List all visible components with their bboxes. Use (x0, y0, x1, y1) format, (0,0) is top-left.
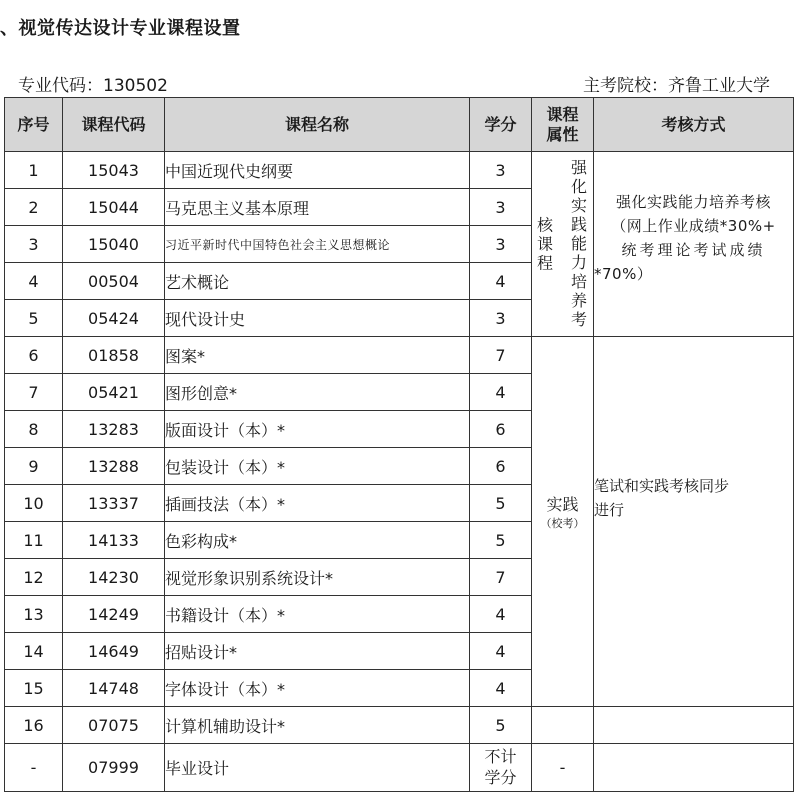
cell-exam-empty (594, 744, 794, 792)
cell-code: 15044 (63, 189, 165, 226)
cell-seq: 2 (5, 189, 63, 226)
cell-name: 现代设计史 (165, 300, 470, 337)
cell-seq: 1 (5, 152, 63, 189)
cell-seq: 7 (5, 374, 63, 411)
cell-name: 视觉形象识别系统设计* (165, 559, 470, 596)
cell-name: 图案* (165, 337, 470, 374)
cell-code: 13337 (63, 485, 165, 522)
header-attr (532, 98, 594, 152)
course-table (4, 97, 794, 792)
exam-core-line2: （网上作业成绩*30%+ (611, 217, 776, 235)
cell-code: 13288 (63, 448, 165, 485)
cell-exam-practice (594, 337, 794, 707)
cell-seq: 14 (5, 633, 63, 670)
cell-code: 05421 (63, 374, 165, 411)
host-school: 主考院校：齐鲁工业大学 (583, 76, 770, 96)
cell-credit: 7 (470, 559, 532, 596)
cell-credit: 5 (470, 707, 532, 744)
credit-line2: 学分 (484, 767, 517, 787)
header-credit: 学分 (470, 98, 532, 152)
cell-seq: 13 (5, 596, 63, 633)
exam-practice-line1: 笔试和实践考核同步 (594, 477, 730, 495)
cell-name: 招贴设计* (165, 633, 470, 670)
cell-code: 13283 (63, 411, 165, 448)
cell-attr-practice (532, 337, 594, 707)
cell-name: 色彩构成* (165, 522, 470, 559)
cell-code: 15043 (63, 152, 165, 189)
cell-credit: 3 (470, 226, 532, 263)
cell-code: 14748 (63, 670, 165, 707)
cell-credit: 4 (470, 596, 532, 633)
cell-code: 07999 (63, 744, 165, 792)
cell-name: 版面设计（本）* (165, 411, 470, 448)
cell-seq: - (5, 744, 63, 792)
cell-name: 中国近现代史纲要 (165, 152, 470, 189)
cell-credit: 4 (470, 633, 532, 670)
cell-seq: 16 (5, 707, 63, 744)
cell-seq: 12 (5, 559, 63, 596)
cell-credit: 6 (470, 411, 532, 448)
cell-code: 15040 (63, 226, 165, 263)
table-header-row (5, 98, 794, 152)
cell-seq: 8 (5, 411, 63, 448)
attr-practice-sub: （校考） (540, 517, 585, 530)
cell-code: 05424 (63, 300, 165, 337)
cell-name: 书籍设计（本）* (165, 596, 470, 633)
cell-attr-empty (532, 707, 594, 744)
cell-name: 字体设计（本）* (165, 670, 470, 707)
attr-core-right: 强化实践能力培养考 (570, 158, 587, 329)
cell-name: 毕业设计 (165, 744, 470, 792)
cell-credit: 4 (470, 263, 532, 300)
attr-core-left: 核课程 (536, 215, 553, 273)
credit-line1: 不计 (484, 746, 517, 766)
cell-credit: 3 (470, 152, 532, 189)
exam-core-line3: 统考理论考试成绩 (621, 241, 766, 259)
cell-name: 艺术概论 (165, 263, 470, 300)
cell-credit: 4 (470, 374, 532, 411)
cell-seq: 15 (5, 670, 63, 707)
cell-credit: 3 (470, 189, 532, 226)
header-name: 课程名称 (165, 98, 470, 152)
cell-seq: 5 (5, 300, 63, 337)
table-row (5, 707, 794, 744)
cell-code: 14230 (63, 559, 165, 596)
exam-core-line4: *70%） (594, 265, 653, 283)
header-attr-line1: 课程 (546, 104, 579, 124)
cell-credit: 4 (470, 670, 532, 707)
cell-seq: 6 (5, 337, 63, 374)
header-exam: 考核方式 (594, 98, 794, 152)
cell-seq: 9 (5, 448, 63, 485)
cell-code: 14649 (63, 633, 165, 670)
table-row (5, 744, 794, 792)
cell-credit-multiline (470, 744, 532, 792)
table-row (5, 152, 794, 189)
header-code: 课程代码 (63, 98, 165, 152)
cell-exam-empty (594, 707, 794, 744)
cell-seq: 10 (5, 485, 63, 522)
cell-code: 14133 (63, 522, 165, 559)
cell-seq: 11 (5, 522, 63, 559)
attr-practice-main: 实践 (546, 494, 579, 514)
table-row (5, 337, 794, 374)
header-attr-line2: 属性 (546, 124, 579, 144)
cell-credit: 3 (470, 300, 532, 337)
cell-name: 插画技法（本）* (165, 485, 470, 522)
cell-exam-core (594, 152, 794, 337)
page-title: 、视觉传达设计专业课程设置 (0, 18, 241, 39)
cell-name: 计算机辅助设计* (165, 707, 470, 744)
cell-credit: 5 (470, 522, 532, 559)
cell-attr-dash: - (532, 744, 594, 792)
major-code: 专业代码：130502 (18, 76, 168, 96)
cell-code: 01858 (63, 337, 165, 374)
cell-credit: 5 (470, 485, 532, 522)
cell-name: 习近平新时代中国特色社会主义思想概论 (165, 226, 470, 263)
cell-credit: 7 (470, 337, 532, 374)
cell-attr-core (532, 152, 594, 337)
cell-name: 图形创意* (165, 374, 470, 411)
exam-practice-line2: 进行 (594, 501, 625, 519)
exam-core-line1: 强化实践能力培养考核 (615, 193, 771, 211)
header-seq: 序号 (5, 98, 63, 152)
cell-code: 00504 (63, 263, 165, 300)
cell-seq: 4 (5, 263, 63, 300)
cell-credit: 6 (470, 448, 532, 485)
cell-seq: 3 (5, 226, 63, 263)
cell-code: 07075 (63, 707, 165, 744)
cell-name: 马克思主义基本原理 (165, 189, 470, 226)
cell-name: 包装设计（本）* (165, 448, 470, 485)
cell-code: 14249 (63, 596, 165, 633)
